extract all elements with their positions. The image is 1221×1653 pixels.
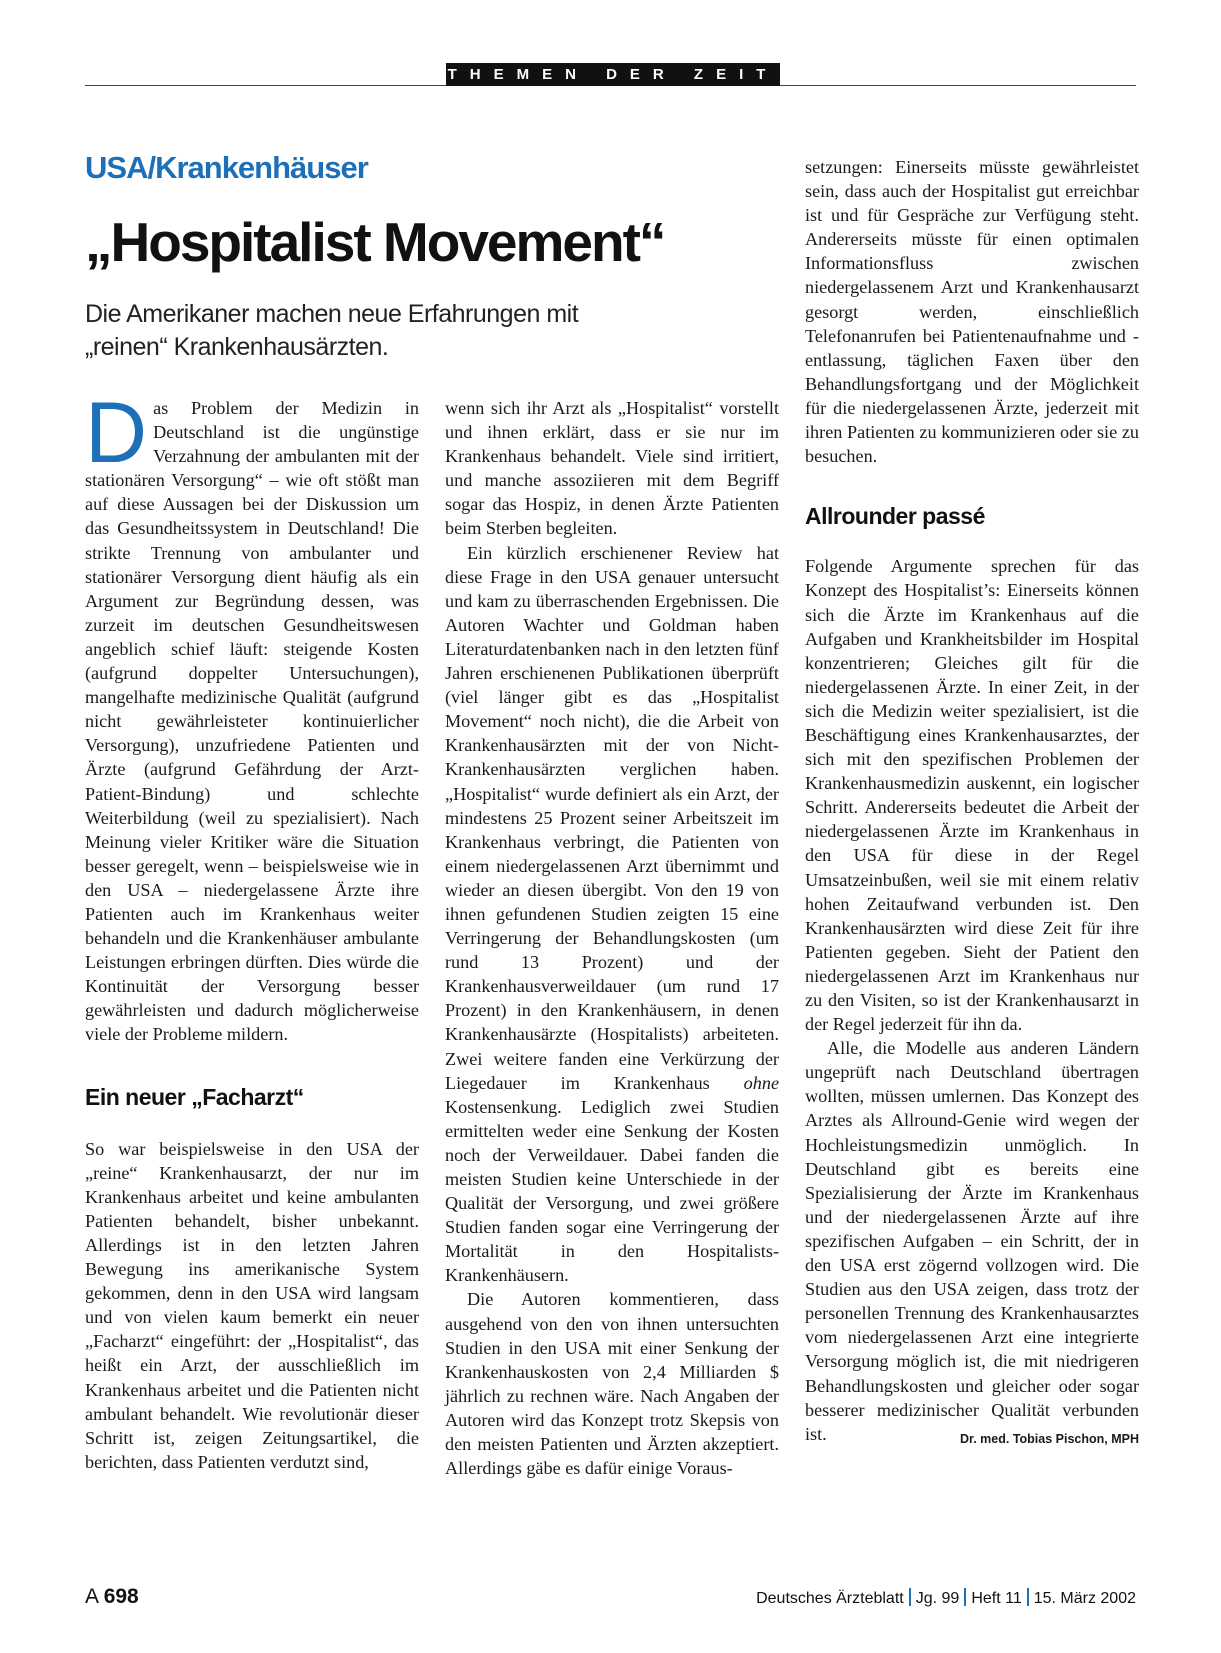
separator	[909, 1588, 911, 1606]
column-1	[85, 385, 419, 1474]
paragraph-text: Ein kürzlich erschienener Review hat diese Frage in den USA genauer untersucht und kam zu überraschenden Ergebnissen. Die Autoren Wachter und Goldman haben Literaturdatenbanken nach in den letzten fünf Jahren erschienenen Publikationen überprüft (viel länger gibt es das „Hospitalist Movement“ noch nicht), die die Arbeit von Krankenhausärzten mit der von Nicht-Krankenhausärzten verglichen haben. „Hospitalist“ wurde definiert als ein Arzt, der mindestens 25 Prozent seiner Arbeitszeit im Krankenhaus verbringt, die Patienten von einem niedergelassenen Arzt übernimmt und wieder an diesen übergibt. Von den 19 von ihnen gefundenen Studien zeigten 15 eine Verringerung der Behandlungskosten (um rund 13 Prozent) und der Krankenhausverweildauer (um rund 17 Prozent) in den Krankenhäusern, in denen Krankenhausärzte (Hospitalists) arbeiteten. Zwei weitere fanden eine Verkürzung der Liegedauer im Krankenhaus	[445, 542, 779, 1093]
section-label: THEMEN DER ZEIT	[446, 63, 780, 86]
article-headline: „Hospitalist Movement“	[85, 211, 665, 273]
dropcap: D	[85, 385, 148, 481]
paragraph: So war beispielsweise in den USA der „reine“ Krankenhausarzt, der nur im Krankenhaus arbeitet und keine ambulanten Patienten behandelt, bisher unbekannt. Allerdings ist in den letzten Jahren Bewegung ins amerikanische System gekommen, denn in den USA wird langsam und von vielen kaum bemerkt ein neuer „Facharzt“ eingeführt: der „Hospitalist“, das heißt ein Arzt, der ausschließlich im Krankenhaus arbeitet und die Patienten nicht ambulant behandelt. Wie revolutionär dieser Schritt ist, zeigen Zeitungsartikel, die berichten, dass Patienten verdutzt sind,	[85, 1138, 419, 1472]
subhead-facharzt: Ein neuer „Facharzt“	[85, 1083, 304, 1110]
page-number-value: 698	[103, 1585, 139, 1608]
separator	[964, 1588, 966, 1606]
article-kicker: USA/Krankenhäuser	[85, 150, 368, 185]
paragraph-text: Kostensenkung. Lediglich zwei Studien ermittelten weder eine Senkung der Kosten noch der Verweildauer. Dabei fanden die meisten Studien keine Unterschiede in der Qualität der Versorgung, und zwei größere Studien fanden sogar eine Verringerung der Mortalität in den Hospitalists-Krankenhäusern.	[445, 1096, 779, 1286]
volume: Jg. 99	[915, 1590, 960, 1607]
paragraph	[445, 541, 779, 1288]
paragraph-text: as Problem der Medizin in Deutschland ist die ungünstige Verzahnung der ambulanten mit der stationären Versorgung“ – wie oft stößt man auf diese Aussagen bei der Diskussion um das Gesundheitssystem in Deutschland! Die strikte Trennung von ambulanter und stationärer Versorgung dient häufig als ein Argument zur Begründung dessen, was zurzeit im deutschen Gesundheitswesen angeblich schief läuft: steigende Kosten (aufgrund doppelter Untersuchungen), mangelhafte medizinische Qualität (aufgrund nicht gewährleisteter kontinuierlicher Versorgung), unzufriedene Patienten und Ärzte (aufgrund Gefährdung der Arzt-Patient-Bindung) und schlechte Weiterbildung (weil zu spezialisiert). Nach Meinung vieler Kritiker wäre die Situation besser geregelt, wenn – beispielsweise wie in den USA – niedergelassene Ärzte ihre Patienten auch im Krankenhaus weiter behandeln und die Krankenhäuser ambulante Leistungen erbringen dürften. Dies würde die Kontinuität der Versorgung besser gewährleisten und dadurch möglicherweise viele der Probleme mildern.	[85, 398, 419, 1045]
article-dek: Die Amerikaner machen neue Erfahrungen mit „reinen“ Krankenhausärzten.	[85, 300, 579, 361]
issue: Heft 11	[971, 1590, 1022, 1607]
emphasis: ohne	[743, 1072, 780, 1093]
paragraph	[805, 1036, 1139, 1446]
column-3	[805, 155, 1139, 1451]
paragraph: Die Autoren kommentieren, dass ausgehend von den von ihnen untersuchten Studien in den USA mit einer Senkung der Krankenhauskosten von 2,4 Milliarden $ jährlich zu rechnen wäre. Nach Angaben der Autoren wird das Konzept trotz Skepsis von den meisten Patienten und Ärzten akzeptiert. Allerdings gäbe es dafür einige Voraus-	[445, 1289, 779, 1479]
issue-date: 15. März 2002	[1033, 1590, 1136, 1607]
paragraph	[85, 385, 419, 1047]
paragraph-text: Alle, die Modelle aus anderen Ländern ungeprüft nach Deutschland übertragen wollten, müssen umlernen. Das Konzept des Arztes als Allround-Genie wird wegen der Hochleistungsmedizin unmöglich. In Deutschland gibt es bereits eine Spezialisierung der Ärzte im Krankenhaus und der niedergelassenen Ärzte auf ihre spezifischen Aufgaben – ein Schritt, der in den USA erst zögernd vollzogen wird. Die Studien aus den USA zeigen, dass trotz der personellen Trennung des Krankenhausarztes vom niedergelassenen Arzt eine integrierte Versorgung möglich ist, die mit niedrigeren Behandlungskosten und gleicher oder sogar besserer medizinischer Qualität verbunden ist.	[805, 1038, 1139, 1444]
paragraph: Folgende Argumente sprechen für das Konzept des Hospitalist’s: Einerseits können sich die Ärzte im Krankenhaus auf die Aufgaben und Krankheitsbilder im Hospital konzentrieren; Gleiches gilt für die niedergelassenen Ärzte. In einer Zeit, in der sich die Medizin weiter spezialisiert, ist die Beschäftigung eines Krankenhausarztes, der sich mit den spezifischen Problemen der Krankenhausmedizin auskennt, ein logischer Schritt. Andererseits bedeutet die Arbeit der niedergelassenen Ärzte im Krankenhaus in den USA für diese in der Regel Umsatzeinbußen, weil sie mit einem relativ hohen Zeitaufwand verbunden ist. Den Krankenhausärzten wird diese Zeit für ihre Patienten gegeben. Sieht der Patient den niedergelassenen Arzt im Krankenhaus nur zu den Visiten, so ist der Krankenhausarzt in der Regel jederzeit für ihn da.	[805, 556, 1139, 1035]
page-number	[85, 1585, 139, 1609]
separator	[1027, 1588, 1029, 1606]
journal-name: Deutsches Ärzteblatt	[756, 1590, 904, 1607]
paragraph: wenn sich ihr Arzt als „Hospitalist“ vorstellt und ihnen erklärt, dass er sie nur im Krankenhaus behandelt. Viele sind irritiert, und manche assoziieren mit dem Begriff sogar das Hospiz, in denen Ärzte Patienten beim Sterben begleiten.	[445, 398, 779, 539]
author-byline: Dr. med. Tobias Pischon, MPH	[960, 1431, 1139, 1446]
subhead-allrounder: Allrounder passé	[805, 503, 985, 530]
page-prefix: A	[85, 1585, 98, 1608]
footer-citation	[756, 1588, 1136, 1608]
column-2	[445, 396, 779, 1480]
paragraph: setzungen: Einerseits müsste gewährleistet sein, dass auch der Hospitalist gut erreichbar ist und für Gespräche zur Verfügung steht. Andererseits müsste für einen optimalen Informationsfluss zwischen niedergelassenem Arzt und Krankenhausarzt gesorgt werden, einschließlich Telefonanrufen bei Patientenaufnahme und -entlassung, täglichen Faxen über den Behandlungsfortgang und der Möglichkeit für die niedergelassenen Ärzte, jederzeit mit ihren Patienten zu kommunizieren oder sie zu besuchen.	[805, 157, 1139, 467]
